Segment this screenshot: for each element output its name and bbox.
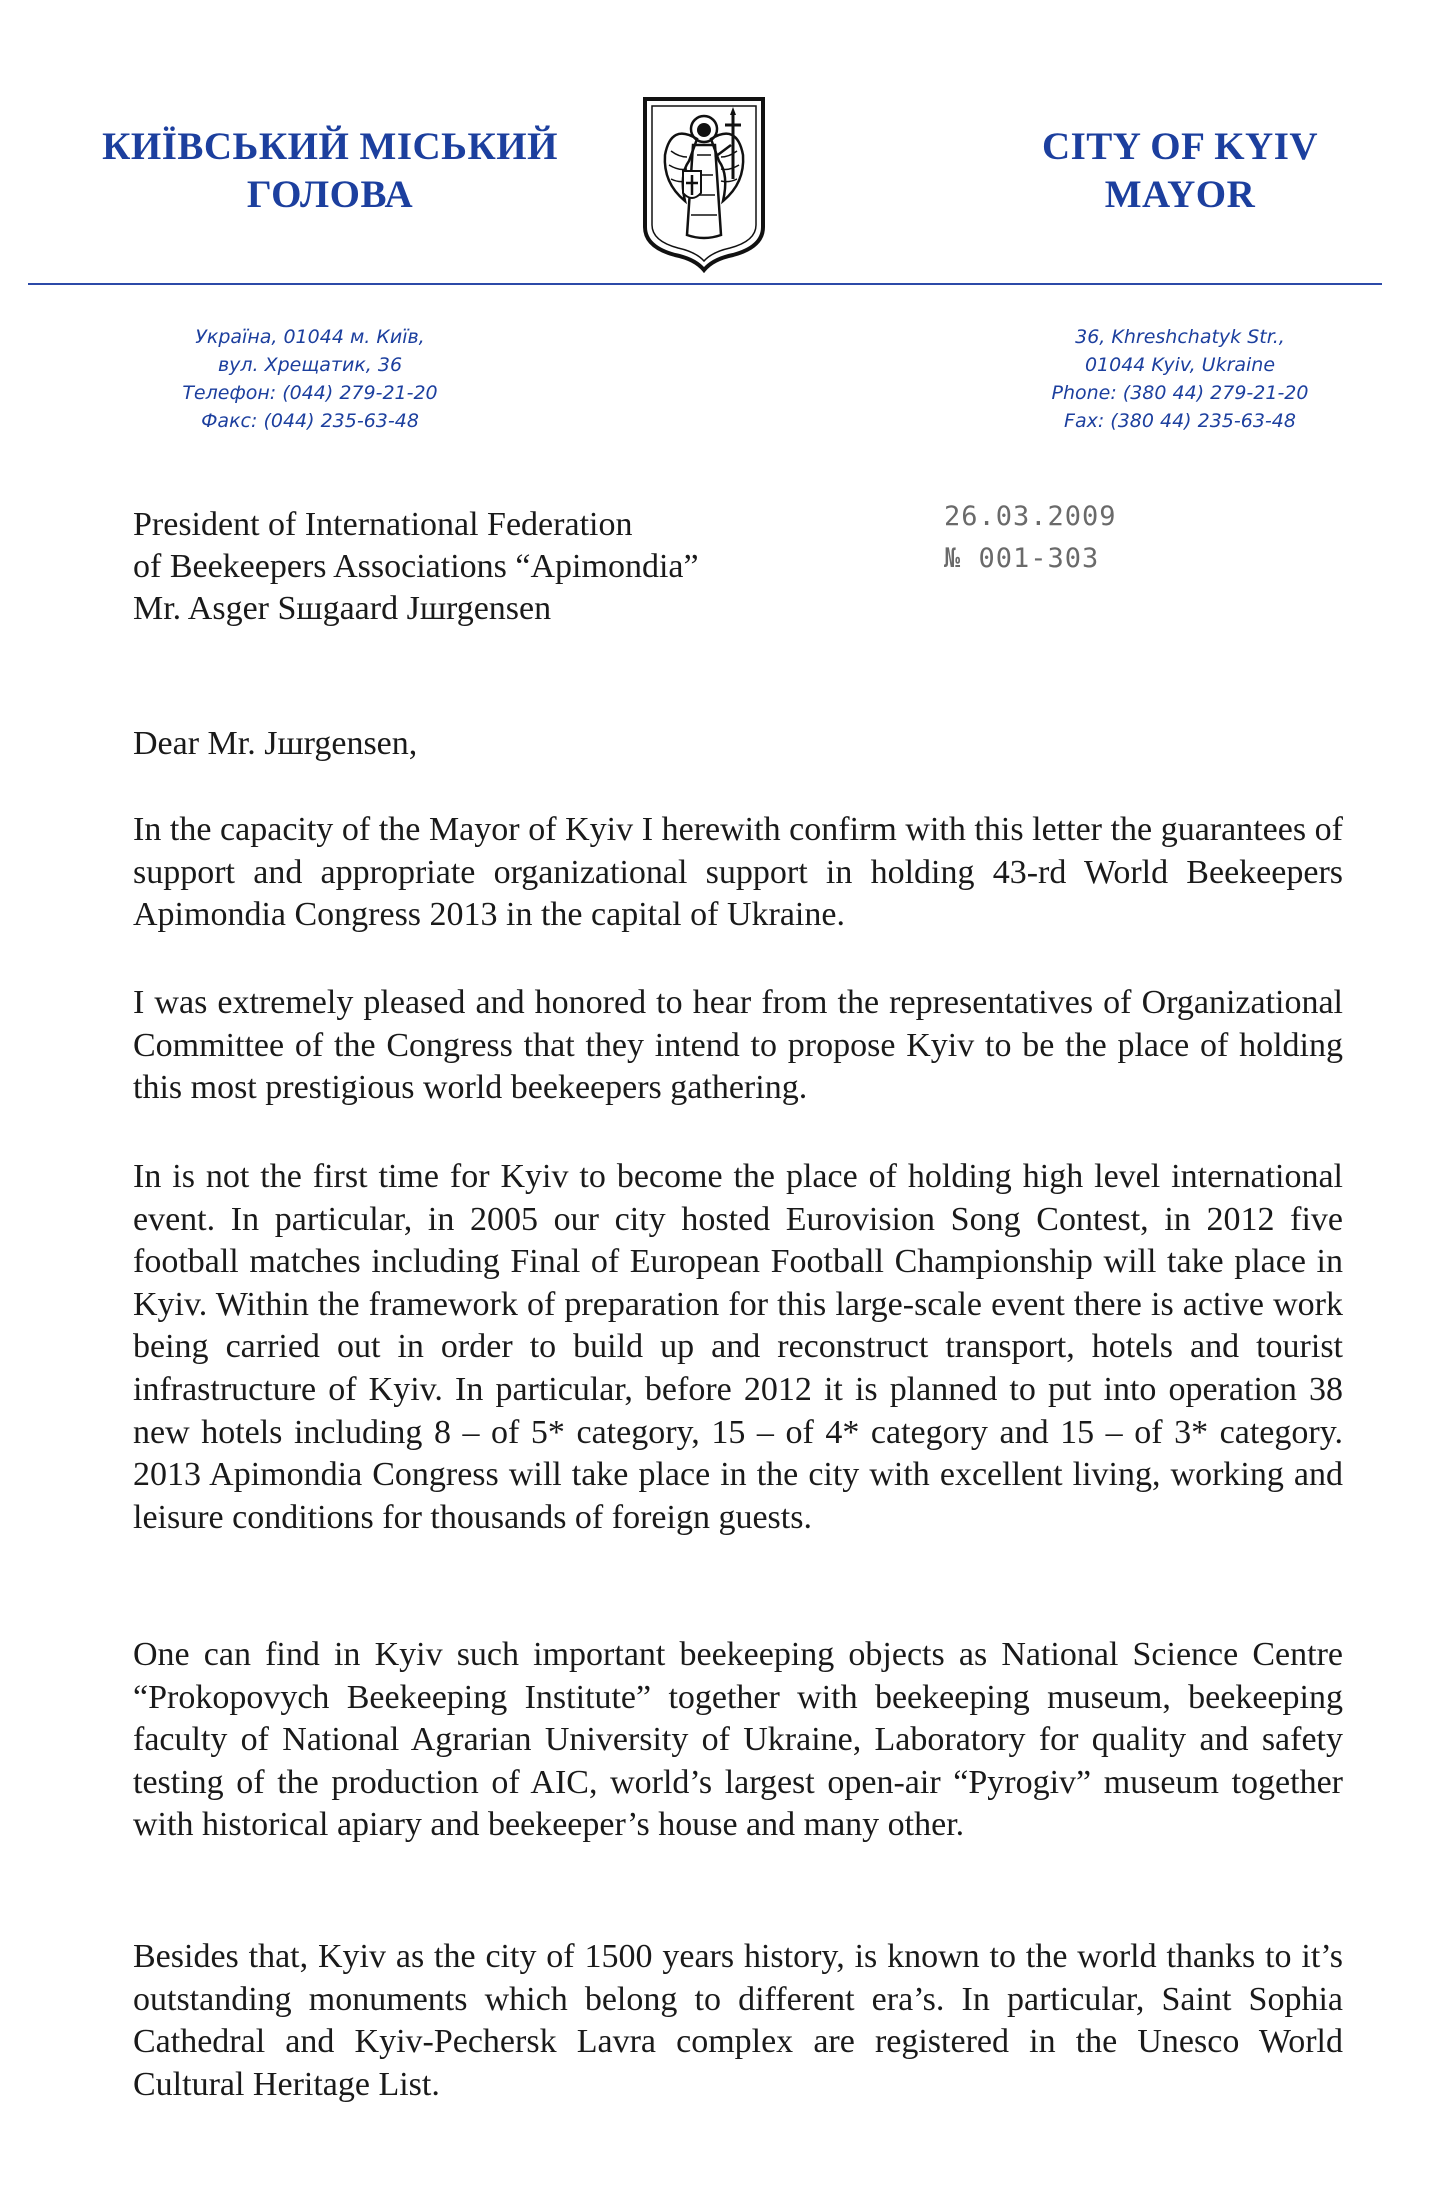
ua-address-line: Телефон: (044) 279-21-20 [182,382,438,404]
body-paragraph: I was extremely pleased and honored to hear from the representatives of Organizational Committee of the Congress that they intend to propose Kyiv to be the place of holding this most prestigious world beekeepers gathering. [133,984,1343,1107]
body-paragraph: Besides that, Kyiv as the city of 1500 years history, is known to the world thanks to it’s outstanding monuments which belong to different era’s. In particular, Saint Sophia Cathedral and Kyiv-Pechersk Lavra complex are registered in the Unesco World Cultural Heritage List. [133,1938,1343,2103]
ua-address-line: Україна, 01044 м. Київ, [195,326,425,348]
en-address-line: Fax: (380 44) 235-63-48 [1064,410,1296,432]
recipient-line: Mr. Asger Sшgaard Jшrgensen [133,590,552,627]
ua-address-block [130,323,490,435]
salutation: Dear Mr. Jшrgensen, [133,725,418,762]
en-address-line: 01044 Kyiv, Ukraine [1084,354,1276,376]
kyiv-coat-of-arms-icon [641,95,767,273]
body-paragraph: In the capacity of the Mayor of Kyiv I herewith confirm with this letter the guarantees of support and appropriate organizational support in holding 43-rd World Beekeepers Apimondia Congress 2013 in the capital of Ukraine. [133,811,1343,934]
en-address-line: Phone: (380 44) 279-21-20 [1051,382,1309,404]
body-paragraph: One can find in Kyiv such important beekeeping objects as National Science Centre “Prokopovych Beekeeping Institute” together with beekeeping museum, beekeeping faculty of National Agrarian University of Ukraine, Laboratory for quality and safety testing of the production of AIC, world’s largest open-air “Pyrogiv” museum together with historical apiary and beekeeper’s house and many other. [133,1636,1343,1844]
recipient-line: of Beekeepers Associations “Apimondia” [133,548,699,585]
registration-number: № 001-303 [944,543,1100,574]
en-title-line: MAYOR [1104,173,1256,216]
ua-address-line: вул. Хрещатик, 36 [217,354,403,376]
registration-stamp [944,496,1174,580]
registration-date: 26.03.2009 [944,501,1117,532]
ua-address-line: Факс: (044) 235-63-48 [201,410,419,432]
en-title-line: CITY OF KYIV [1041,125,1319,168]
en-office-title [980,123,1380,219]
en-address-block [1000,323,1360,435]
body-paragraph: In is not the first time for Kyiv to become the place of holding high level international event. In particular, in 2005 our city hosted Eurovision Song Contest, in 2012 five football matches including Final of European Football Championship will take place in Kyiv. Within the framework of preparation for this large-scale event there is active work being carried out in order to build up and reconstruct transport, hotels and tourist infrastructure of Kyiv. In particular, before 2012 it is planned to put into operation 38 new hotels including 8 – of 5* category, 15 – of 4* category and 15 – of 3* category. 2013 Apimondia Congress will take place in the city with excellent living, working and leisure conditions for thousands of foreign guests. [133,1158,1343,1536]
ua-title-line: КИЇВСЬКИЙ МІСЬКИЙ [102,125,558,168]
ua-title-line: ГОЛОВА [246,173,414,216]
recipient-line: President of International Federation [133,506,633,543]
en-address-line: 36, Khreshchatyk Str., [1075,326,1285,348]
recipient-block [133,504,813,630]
ua-office-title [70,123,590,219]
letterhead-divider [28,283,1382,285]
